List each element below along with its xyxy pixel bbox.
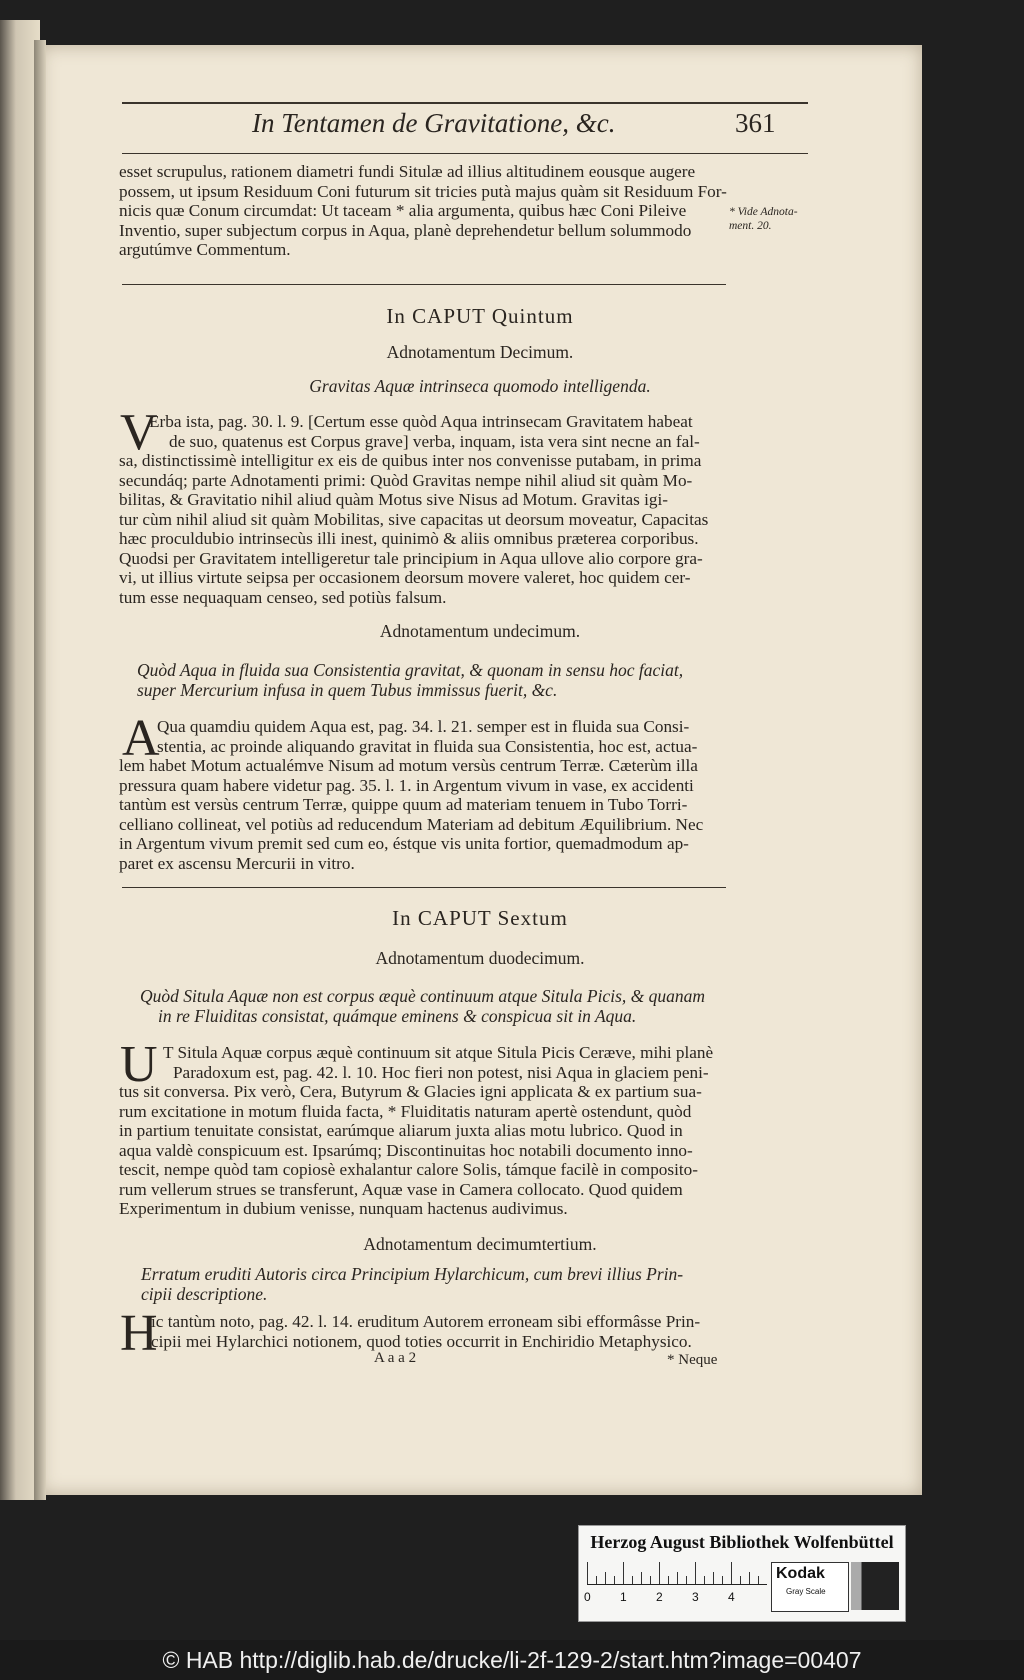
section-rule xyxy=(122,284,726,285)
ruler-tick xyxy=(659,1562,660,1584)
text-line: rum vellerum strues se transferunt, Aquæ vase in Camera collocato. Quod quidem xyxy=(119,1179,683,1199)
ruler-tick xyxy=(704,1576,705,1584)
ruler-tick xyxy=(758,1576,759,1584)
ruler-tick xyxy=(686,1576,687,1584)
adnotamentum-title: Adnotamentum duodecimum. xyxy=(375,948,585,968)
text-line: possem, ut ipsum Residuum Coni futurum sit tricies putà majus quàm sit Residuum For- xyxy=(119,181,727,201)
adnotamentum-title: Adnotamentum decimumtertium. xyxy=(363,1234,597,1254)
book-gutter xyxy=(34,40,46,1500)
text-line: Quodsi per Gravitatem intelligeretur tale principium in Aqua ullove alio corpore gra- xyxy=(119,548,703,568)
subtitle-line: Quòd Situla Aquæ non est corpus æquè continuum atque Situla Picis, & quanam xyxy=(140,986,705,1006)
text-line: nicis quæ Conum circumdat: Ut taceam * alia argumenta, quibus hæc Coni Pileive xyxy=(119,201,687,220)
text-line: esset scrupulus, rationem diametri fundi Situlæ ad illius altitudinem eousque augere xyxy=(119,162,696,181)
ruler-number: 1 xyxy=(620,1590,627,1604)
ruler-tick xyxy=(623,1562,624,1584)
ruler-tick xyxy=(596,1576,597,1584)
text-line: hæc proculdubio intrinsecùs illi inest, quinimò & aliis omnibus præterea corporibus. xyxy=(119,529,699,548)
library-name: Herzog August Bibliothek Wolfenbüttel xyxy=(590,1532,894,1552)
ruler-number: 3 xyxy=(692,1590,699,1604)
text-line: tantùm est versùs centrum Terræ, quippe quum ad materiam tenuem in Tubo Torri- xyxy=(119,795,688,814)
drop-cap: A xyxy=(122,710,160,767)
text-line: rum excitatione in motum fluida facta, * Fluiditatis naturam apertè ostendunt, quòd xyxy=(119,1101,692,1121)
text-line: paret ex ascensu Mercurii in vitro. xyxy=(119,853,355,873)
paragraph-adnot11 xyxy=(119,710,726,873)
text-line: Qua quamdiu quidem Aqua est, pag. 34. l. 21. semper est in fluida sua Consi- xyxy=(157,717,690,736)
text-line: in partium tenuitate consistat, earúmque aliarum juxta alias motu lubrico. Quod in xyxy=(119,1121,683,1140)
adnotamentum-subtitle xyxy=(140,986,730,1026)
text-line: Erba ista, pag. 30. l. 9. [Certum esse quòd Aqua intrinsecam Gravitatem habeat xyxy=(149,412,693,431)
margin-note: * Vide Adnota- ment. 20. xyxy=(729,206,798,232)
ruler-number: 4 xyxy=(728,1590,735,1604)
ruler-tick xyxy=(695,1562,696,1584)
subtitle-line: in re Fluiditas consistat, quámque eminens & conspicua sit in Aqua. xyxy=(158,1006,637,1026)
text-line: lem habet Motum actualémve Nisum ad motum versùs centrum Terræ. Cæterùm illa xyxy=(119,756,698,775)
ruler-tick xyxy=(749,1572,750,1584)
caput-heading-quintum: In CAPUT Quintum xyxy=(386,304,574,328)
header-rule-top xyxy=(122,102,808,104)
text-line: bilitas, & Gravitatio nihil aliud quàm Motus sive Nisus ad Motum. Gravitas igi- xyxy=(119,490,668,509)
page-number: 361 xyxy=(735,108,776,138)
text-line: pressura quam habere videtur pag. 35. l. 1. in Argentum vivum in vase, ex accidenti xyxy=(119,775,694,795)
section-rule xyxy=(122,887,726,888)
text-line: Inventio, super subjectum corpus in Aqua, planè deprehendetur bellum solummodo xyxy=(119,220,692,240)
drop-cap: U xyxy=(120,1036,158,1093)
text-line: sa, distinctissimè intelligitur ex eis de quibus inter nos convenisse putabam, in prima xyxy=(119,451,702,470)
header-title: In Tentamen de Gravitatione, &c. xyxy=(252,108,616,138)
text-line: tescit, nempe quòd tam copiosè exhalantur calore Solis, támque facilè in composito- xyxy=(119,1160,698,1179)
text-line: tus sit conversa. Pix verò, Cera, Butyrum & Glacies igni applicata & ex partium sua- xyxy=(119,1082,702,1101)
subtitle-line: cipii descriptione. xyxy=(141,1284,268,1304)
ruler-tick xyxy=(722,1576,723,1584)
kodak-brand: Kodak xyxy=(776,1565,825,1582)
intro-paragraph xyxy=(119,162,728,260)
text-line: Paradoxum est, pag. 42. l. 10. Hoc fieri non potest, nisi Aqua in glaciem peni- xyxy=(173,1062,709,1082)
subtitle-line: Erratum eruditi Autoris circa Principium Hylarchicum, cum brevi illius Prin- xyxy=(141,1264,684,1284)
text-line: stentia, ac proinde aliquando gravitat in fluida sua Consistentia, hoc est, actua- xyxy=(157,736,698,756)
ruler-tick xyxy=(641,1572,642,1584)
paragraph-adnot13 xyxy=(119,1312,726,1351)
ruler-tick xyxy=(731,1562,732,1584)
library-stamp xyxy=(578,1525,906,1622)
drop-cap: V xyxy=(120,404,158,461)
measurement-ruler xyxy=(587,1562,767,1585)
text-line: secundáq; parte Adnotamenti primi: Quòd Gravitas nempe nihil aliud sit quàm Mo- xyxy=(119,470,693,490)
ruler-tick xyxy=(740,1576,741,1584)
ruler-tick xyxy=(605,1572,606,1584)
signature-mark: A a a 2 xyxy=(374,1350,417,1366)
text-line: aqua valdè conspicuum est. Ipsarúmq; Discontinuitas hoc notabili documento inno- xyxy=(119,1140,693,1160)
header-rule-bottom xyxy=(122,153,808,154)
adnotamentum-subtitle: Gravitas Aquæ intrinseca quomodo intelligenda. xyxy=(309,376,651,396)
text-line: tur cùm nihil aliud sit quàm Mobilitas, sive capacitas ut deorsum moveatur, Capacitas xyxy=(119,509,709,529)
text-line: T Situla Aquæ corpus æquè continuum sit atque Situla Picis Ceræve, mihi planè xyxy=(163,1043,714,1062)
text-line: vi, ut illius virtute seipsa per occasionem deorsum movere valeret, hoc quidem cer- xyxy=(119,568,691,587)
ruler-tick xyxy=(713,1572,714,1584)
text-line: Experimentum in dubium venisse, nunquam hactenus audivimus. xyxy=(119,1199,568,1218)
gray-scale-label: Gray Scale xyxy=(786,1587,826,1596)
ruler-tick xyxy=(614,1576,615,1584)
footer-copyright: © HAB http://diglib.hab.de/drucke/li-2f-129-2/start.htm?image=00407 xyxy=(0,1640,1024,1680)
ruler-tick xyxy=(650,1576,651,1584)
text-line: in Argentum vivum premit sed cum eo, éstque vis unita fortior, quemadmodum ap- xyxy=(119,834,689,853)
text-line: ic tantùm noto, pag. 42. l. 14. eruditum Autorem erroneam sibi efformâsse Prin- xyxy=(151,1312,701,1331)
ruler-tick xyxy=(587,1562,588,1584)
text-line: argutúmve Commentum. xyxy=(119,240,291,259)
text-line: cipii mei Hylarchici notionem, quod toties occurrit in Enchiridio Metaphysico. xyxy=(151,1331,692,1351)
adnotamentum-title: Adnotamentum undecimum. xyxy=(379,621,581,641)
adnotamentum-title: Adnotamentum Decimum. xyxy=(386,342,574,362)
adnotamentum-subtitle xyxy=(141,1264,731,1304)
subtitle-line: Quòd Aqua in fluida sua Consistentia gravitat, & quonam in sensu hoc faciat, xyxy=(137,660,684,680)
ruler-number: 0 xyxy=(584,1590,591,1604)
ruler-number: 2 xyxy=(656,1590,663,1604)
gray-scale-swatch xyxy=(851,1562,899,1610)
caput-heading-sextum: In CAPUT Sextum xyxy=(392,906,568,930)
text-line: de suo, quatenus est Corpus grave] verba, inquam, ista vera sint necne an fal- xyxy=(169,431,700,451)
subtitle-line: super Mercurium infusa in quem Tubus immissus fuerit, &c. xyxy=(137,680,558,700)
catchword: * Neque xyxy=(667,1352,718,1368)
drop-cap: H xyxy=(120,1305,158,1362)
kodak-label xyxy=(771,1562,849,1612)
text-line: celliano collineat, vel potiùs ad reducendum Materiam ad debitum Æquilibrium. Nec xyxy=(119,814,704,834)
ruler-tick xyxy=(677,1572,678,1584)
paragraph-adnot10 xyxy=(119,404,726,607)
adnotamentum-subtitle xyxy=(137,660,727,700)
paragraph-adnot12 xyxy=(119,1036,726,1219)
ruler-tick xyxy=(668,1576,669,1584)
text-line: tum esse nequaquam censeo, sed potiùs falsum. xyxy=(119,587,447,607)
ruler-tick xyxy=(632,1576,633,1584)
